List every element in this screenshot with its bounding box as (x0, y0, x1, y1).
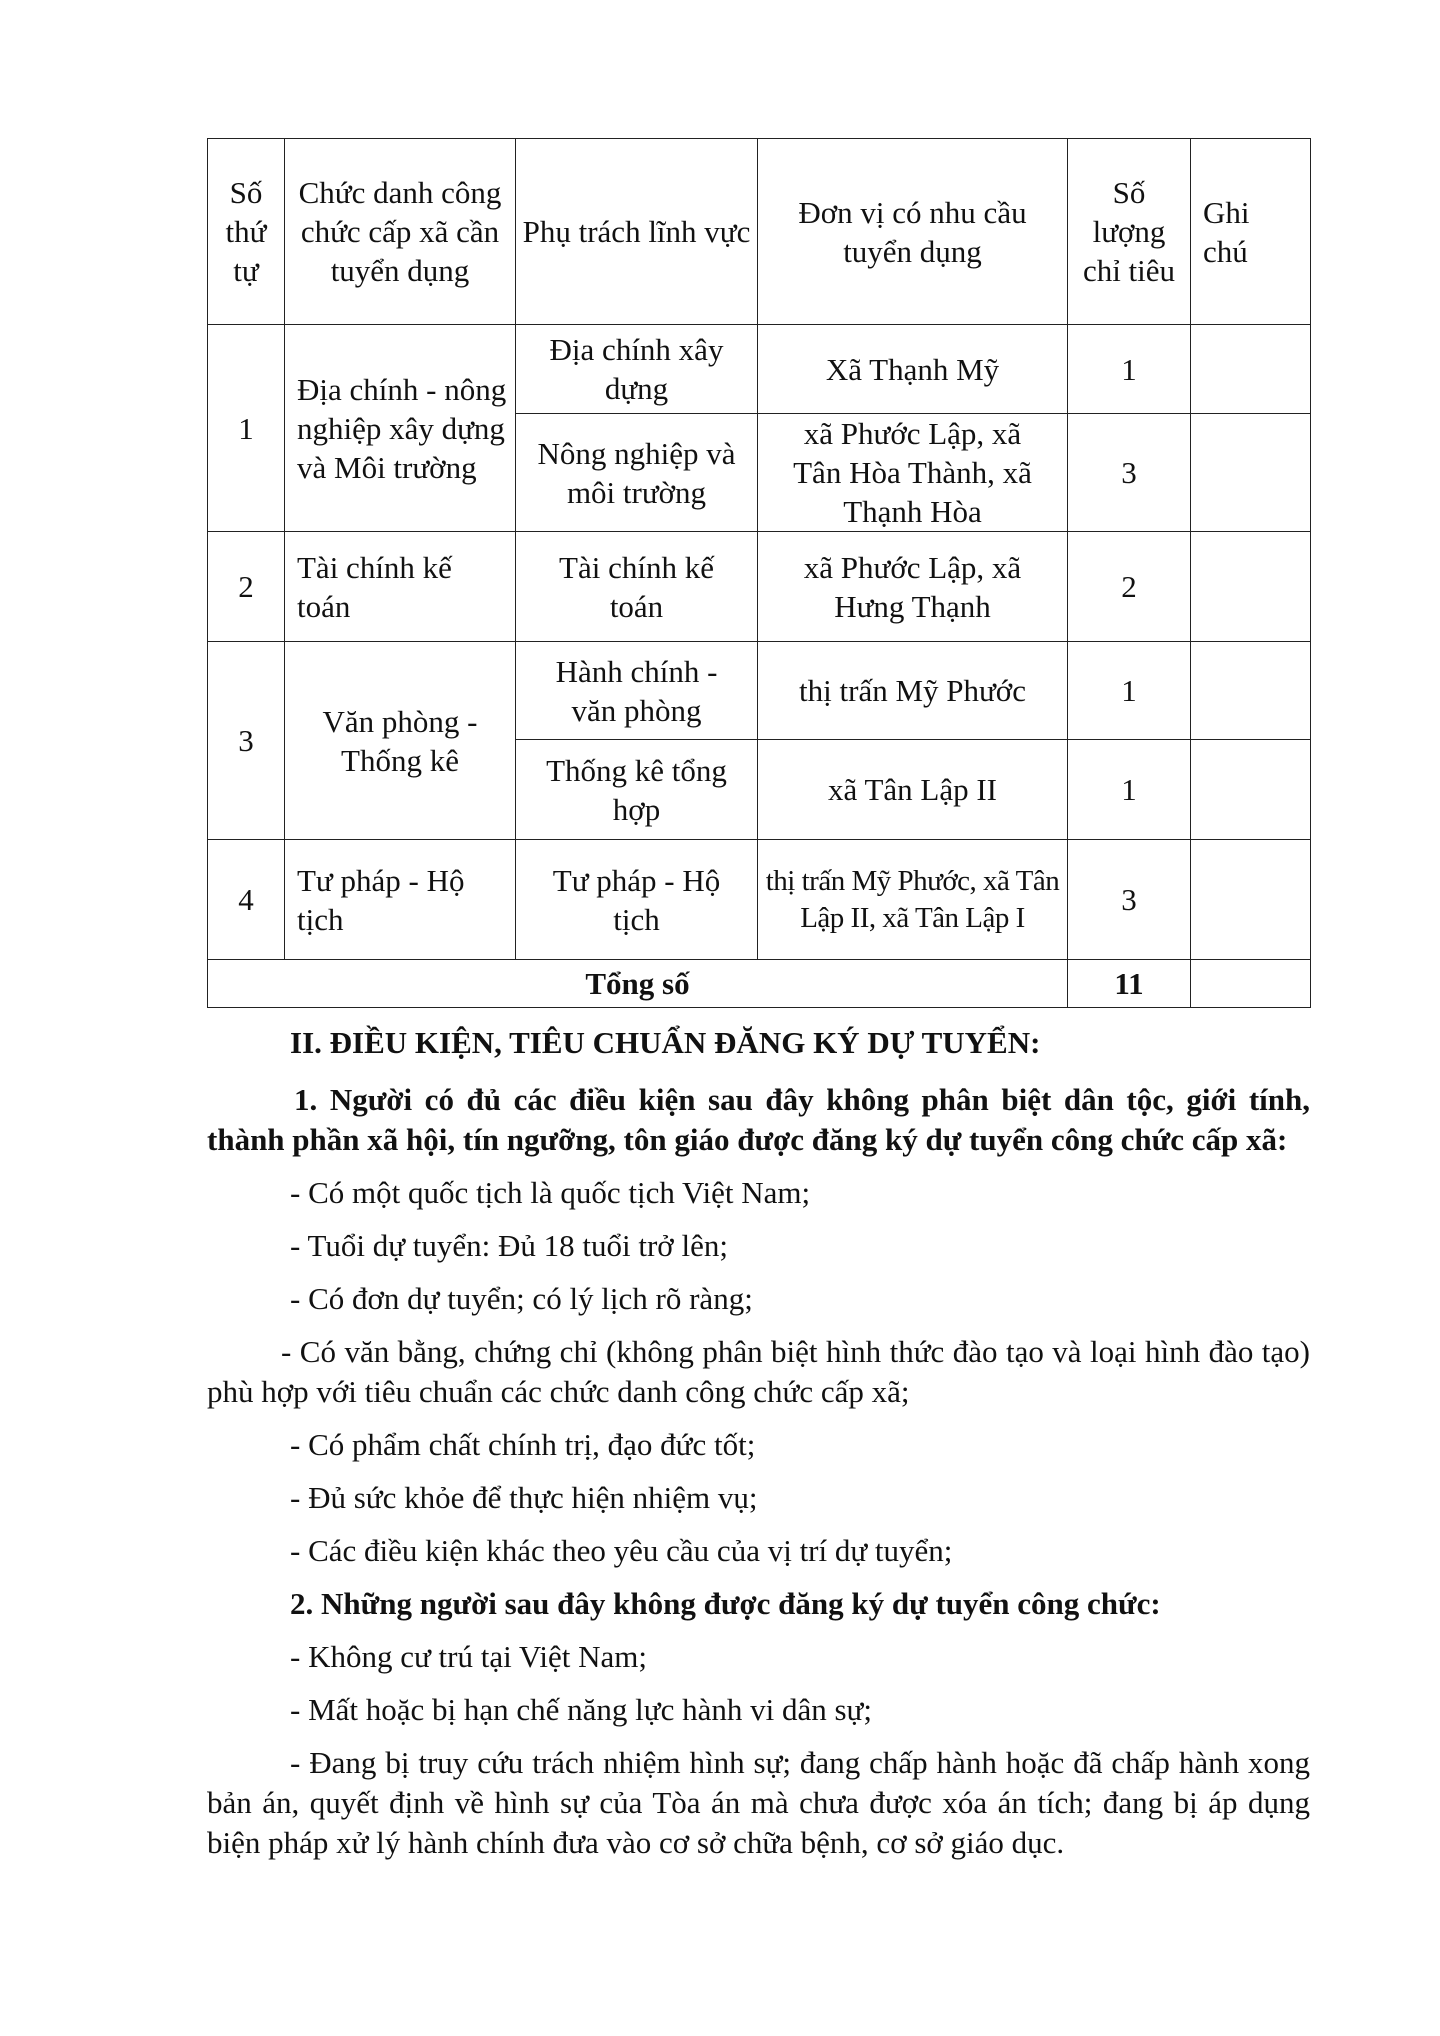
header-quota: Số lượng chỉ tiêu (1068, 139, 1191, 325)
header-stt: Số thứ tự (208, 139, 285, 325)
list-item: - Tuổi dự tuyển: Đủ 18 tuổi trở lên; (290, 1228, 728, 1263)
list-item: - Có phẩm chất chính trị, đạo đức tốt; (290, 1427, 756, 1462)
cell-note (1191, 414, 1311, 532)
cell-field: Nông nghiệp và môi trường (516, 414, 758, 532)
table-header-row (208, 139, 1311, 325)
section-heading: II. ĐIỀU KIỆN, TIÊU CHUẨN ĐĂNG KÝ DỰ TUYỂN: (290, 1025, 1041, 1060)
cell-stt: 3 (208, 642, 285, 840)
cell-stt: 1 (208, 325, 285, 532)
cell-note (1191, 325, 1311, 414)
cell-unit: xã Tân Lập II (758, 740, 1068, 840)
cell-unit: xã Phước Lập, xã Tân Hòa Thành, xã Thạnh Hòa (758, 414, 1068, 532)
table-row (208, 532, 1311, 642)
header-unit: Đơn vị có nhu cầu tuyển dụng (758, 139, 1068, 325)
cell-title: Văn phòng - Thống kê (285, 642, 516, 840)
condition-paragraph-1: 1. Người có đủ các điều kiện sau đây không phân biệt dân tộc, giới tính, thành phần xã hội, tín ngưỡng, tôn giáo được đăng ký dự tuyển công chức cấp xã: (207, 1082, 1310, 1157)
condition-paragraph-2: 2. Những người sau đây không được đăng ký dự tuyển công chức: (290, 1586, 1161, 1621)
cell-unit: thị trấn Mỹ Phước, xã Tân Lập II, xã Tân Lập I (758, 840, 1068, 960)
list-item: - Đủ sức khỏe để thực hiện nhiệm vụ; (290, 1480, 758, 1515)
table-total-row (208, 960, 1311, 1008)
list-item: - Có một quốc tịch là quốc tịch Việt Nam; (290, 1175, 811, 1210)
header-title: Chức danh công chức cấp xã cần tuyển dụng (285, 139, 516, 325)
cell-note (1191, 642, 1311, 740)
list-item: - Mất hoặc bị hạn chế năng lực hành vi dân sự; (290, 1692, 872, 1727)
list-item: - Các điều kiện khác theo yêu cầu của vị trí dự tuyển; (290, 1533, 953, 1568)
header-note: Ghi chú (1191, 139, 1311, 325)
cell-quota: 2 (1068, 532, 1191, 642)
table-row (208, 325, 1311, 414)
cell-note (1191, 840, 1311, 960)
cell-unit: thị trấn Mỹ Phước (758, 642, 1068, 740)
cell-unit: Xã Thạnh Mỹ (758, 325, 1068, 414)
list-item: - Đang bị truy cứu trách nhiệm hình sự; đang chấp hành hoặc đã chấp hành xong bản án, quyết định về hình sự của Tòa án mà chưa được xóa án tích; đang bị áp dụng biện pháp xử lý hành chính đưa vào cơ sở chữa bệnh, cơ sở giáo dục. (207, 1745, 1310, 1860)
list-item: - Có văn bằng, chứng chỉ (không phân biệt hình thức đào tạo và loại hình đào tạo) phù hợp với tiêu chuẩn các chức danh công chức cấp xã; (207, 1334, 1310, 1409)
recruitment-table (207, 138, 1311, 1008)
cell-quota: 1 (1068, 642, 1191, 740)
list-item: - Không cư trú tại Việt Nam; (290, 1639, 648, 1674)
cell-quota: 3 (1068, 414, 1191, 532)
cell-note (1191, 960, 1311, 1008)
cell-field: Tư pháp - Hộ tịch (516, 840, 758, 960)
table-row (208, 642, 1311, 740)
header-field: Phụ trách lĩnh vực (516, 139, 758, 325)
list-item: - Có đơn dự tuyển; có lý lịch rõ ràng; (290, 1281, 753, 1316)
cell-title: Địa chính - nông nghiệp xây dựng và Môi trường (285, 325, 516, 532)
cell-title: Tài chính kế toán (285, 532, 516, 642)
cell-field: Địa chính xây dựng (516, 325, 758, 414)
total-value: 11 (1068, 960, 1191, 1008)
cell-quota: 3 (1068, 840, 1191, 960)
table-row (208, 840, 1311, 960)
cell-field: Thống kê tổng hợp (516, 740, 758, 840)
cell-quota: 1 (1068, 325, 1191, 414)
cell-note (1191, 740, 1311, 840)
cell-field: Hành chính - văn phòng (516, 642, 758, 740)
cell-stt: 4 (208, 840, 285, 960)
cell-quota: 1 (1068, 740, 1191, 840)
total-label: Tổng số (208, 960, 1068, 1008)
cell-stt: 2 (208, 532, 285, 642)
cell-field: Tài chính kế toán (516, 532, 758, 642)
cell-note (1191, 532, 1311, 642)
cell-unit: xã Phước Lập, xã Hưng Thạnh (758, 532, 1068, 642)
cell-title: Tư pháp - Hộ tịch (285, 840, 516, 960)
